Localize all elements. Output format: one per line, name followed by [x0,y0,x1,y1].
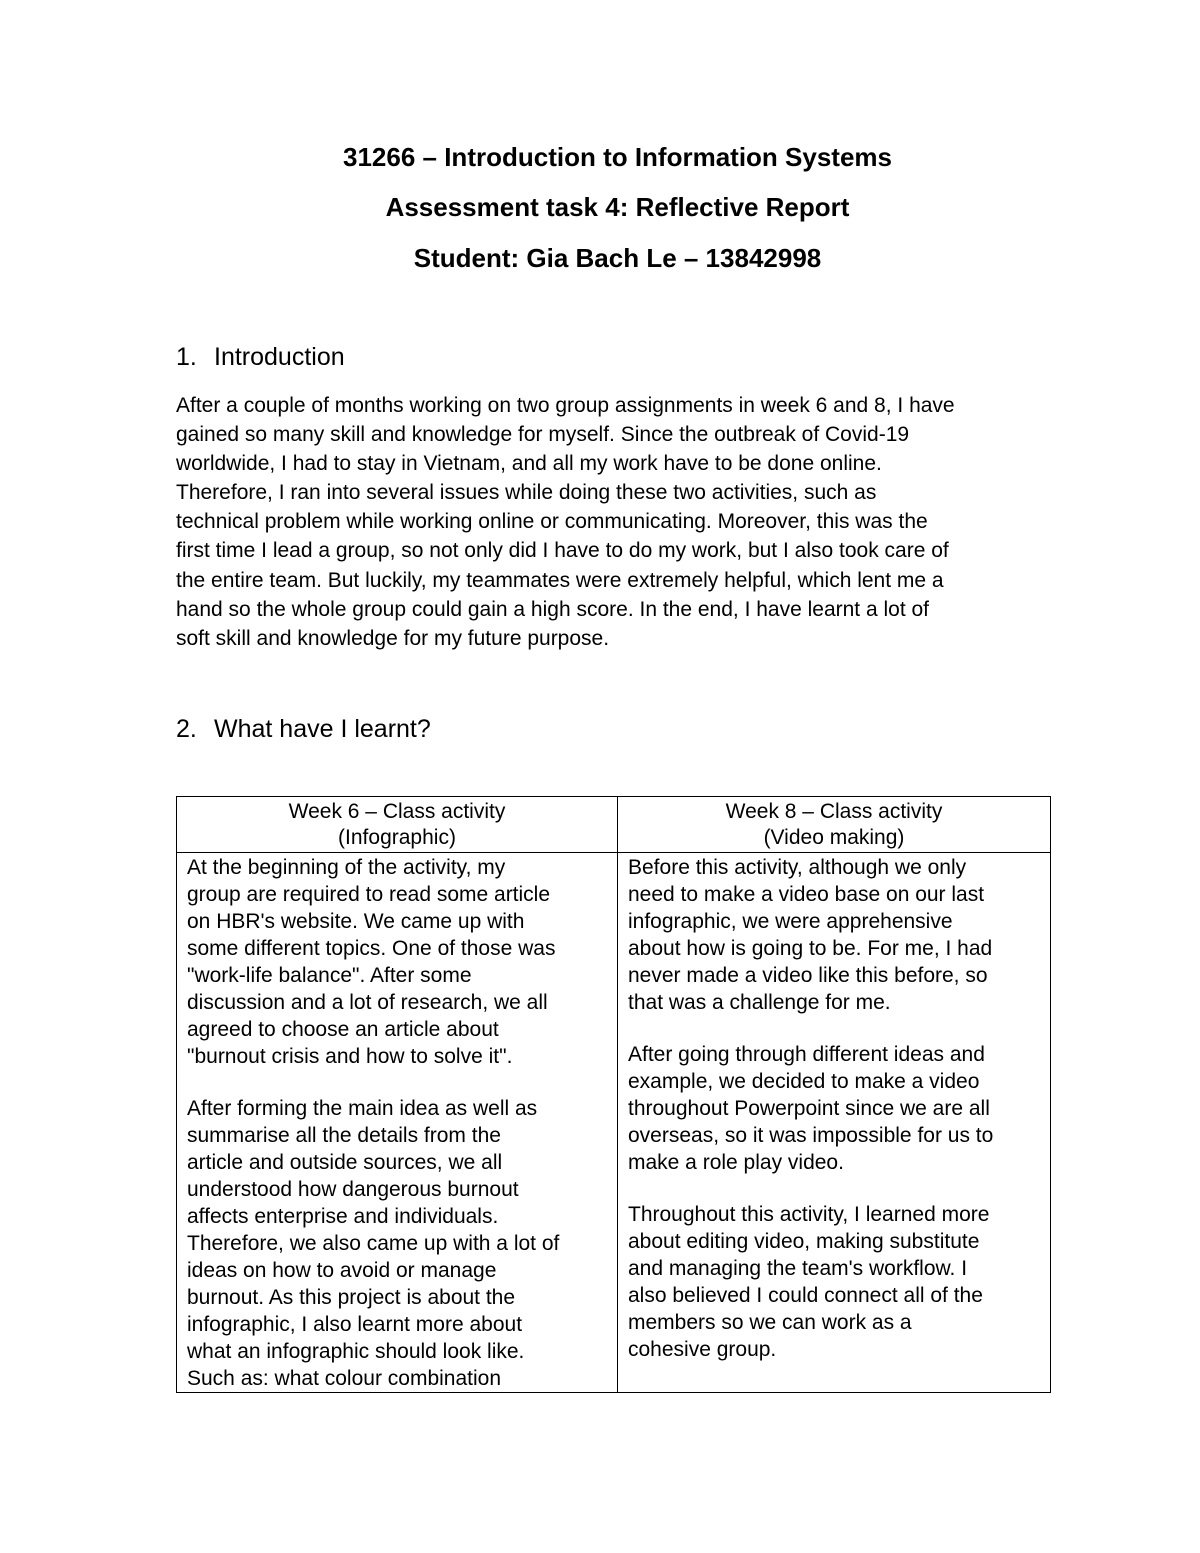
header-line: Week 8 – Class activity [725,800,943,823]
paragraph-line: After a couple of months working on two group assignments in week 6 and 8, I have [176,394,955,417]
section-heading-introduction [176,342,345,372]
cell-line: Such as: what colour combination [187,1367,502,1390]
cell-line: discussion and a lot of research, we all [187,991,548,1014]
cell-line: After forming the main idea as well as [187,1097,538,1120]
cell-line: "work-life balance". After some [187,964,472,987]
assessment-title: Assessment task 4: Reflective Report [385,192,850,222]
cell-line: some different topics. One of those was [187,937,556,960]
cell-line: make a role play video. [628,1151,844,1174]
paragraph-line: soft skill and knowledge for my future purpose. [176,626,610,650]
paragraph-gap [187,1070,612,1095]
section-number: 2. [176,715,197,743]
table-header-week8 [618,797,1050,852]
cell-line: overseas, so it was impossible for us to [628,1124,994,1147]
cell-line: and managing the team's workflow. I [628,1257,968,1280]
paragraph-line: technical problem while working online or communicating. Moreover, this was the [176,510,928,534]
table-cell-week6 [187,854,612,1392]
student-line: Student: Gia Bach Le – 13842998 [413,243,822,273]
paragraph-gap [628,1176,1048,1201]
learning-table [176,796,1051,1393]
header-line: Week 6 – Class activity [288,800,506,823]
introduction-paragraph [176,391,1066,653]
cell-line: article and outside sources, we all [187,1151,503,1174]
cell-line: also believed I could connect all of the [628,1284,983,1307]
cell-line: burnout. As this project is about the [187,1286,516,1309]
cell-line: need to make a video base on our last [628,883,985,906]
cell-line: about editing video, making substitute [628,1230,980,1253]
cell-line: After going through different ideas and [628,1043,985,1066]
paragraph-line: the entire team. But luckily, my teammates were extremely helpful, which lent me a [176,568,944,592]
cell-line: group are required to read some article [187,883,551,906]
cell-line: Throughout this activity, I learned more [628,1203,990,1226]
paragraph-line: hand so the whole group could gain a high score. In the end, I have learnt a lot of [176,597,930,621]
cell-line: understood how dangerous burnout [187,1178,519,1201]
cell-line: ideas on how to avoid or manage [187,1259,497,1282]
paragraph-line: Therefore, I ran into several issues while doing these two activities, such as [176,481,877,505]
section-title: What have I learnt? [214,715,431,743]
cell-line: about how is going to be. For me, I had [628,937,993,960]
cell-line: throughout Powerpoint since we are all [628,1097,990,1120]
cell-line: agreed to choose an article about [187,1018,499,1041]
column-divider [617,797,618,1392]
cell-line: on HBR's website. We came up with [187,910,525,933]
header-divider [177,852,1050,853]
cell-line: At the beginning of the activity, my [187,856,506,879]
paragraph-line: first time I lead a group, so not only did I have to do my work, but I also took care of [176,539,949,563]
section-number: 1. [176,343,197,371]
cell-line: cohesive group. [628,1338,777,1361]
table-cell-week8 [628,854,1048,1363]
cell-line: example, we decided to make a video [628,1070,980,1093]
paragraph-line: worldwide, I had to stay in Vietnam, and all my work have to be done online. [176,452,882,476]
cell-line: affects enterprise and individuals. [187,1205,499,1228]
cell-line: infographic, I also learnt more about [187,1313,523,1336]
cell-line: infographic, we were apprehensive [628,910,953,933]
cell-line: what an infographic should look like. [187,1340,525,1363]
course-title: 31266 – Introduction to Information Systems [343,142,892,172]
paragraph-gap [628,1016,1048,1041]
cell-line: "burnout crisis and how to solve it". [187,1045,513,1068]
cell-line: Therefore, we also came up with a lot of [187,1232,560,1255]
section-title: Introduction [214,343,345,371]
header-line: (Video making) [763,826,905,849]
cell-line: that was a challenge for me. [628,991,891,1014]
cell-line: members so we can work as a [628,1311,912,1334]
paragraph-line: gained so many skill and knowledge for myself. Since the outbreak of Covid-19 [176,423,910,447]
table-header-week6 [177,797,617,852]
header-line: (Infographic) [338,826,456,849]
cell-line: summarise all the details from the [187,1124,501,1147]
cell-line: Before this activity, although we only [628,856,967,879]
cell-line: never made a video like this before, so [628,964,988,987]
section-heading-what-have-i-learnt [176,714,431,744]
